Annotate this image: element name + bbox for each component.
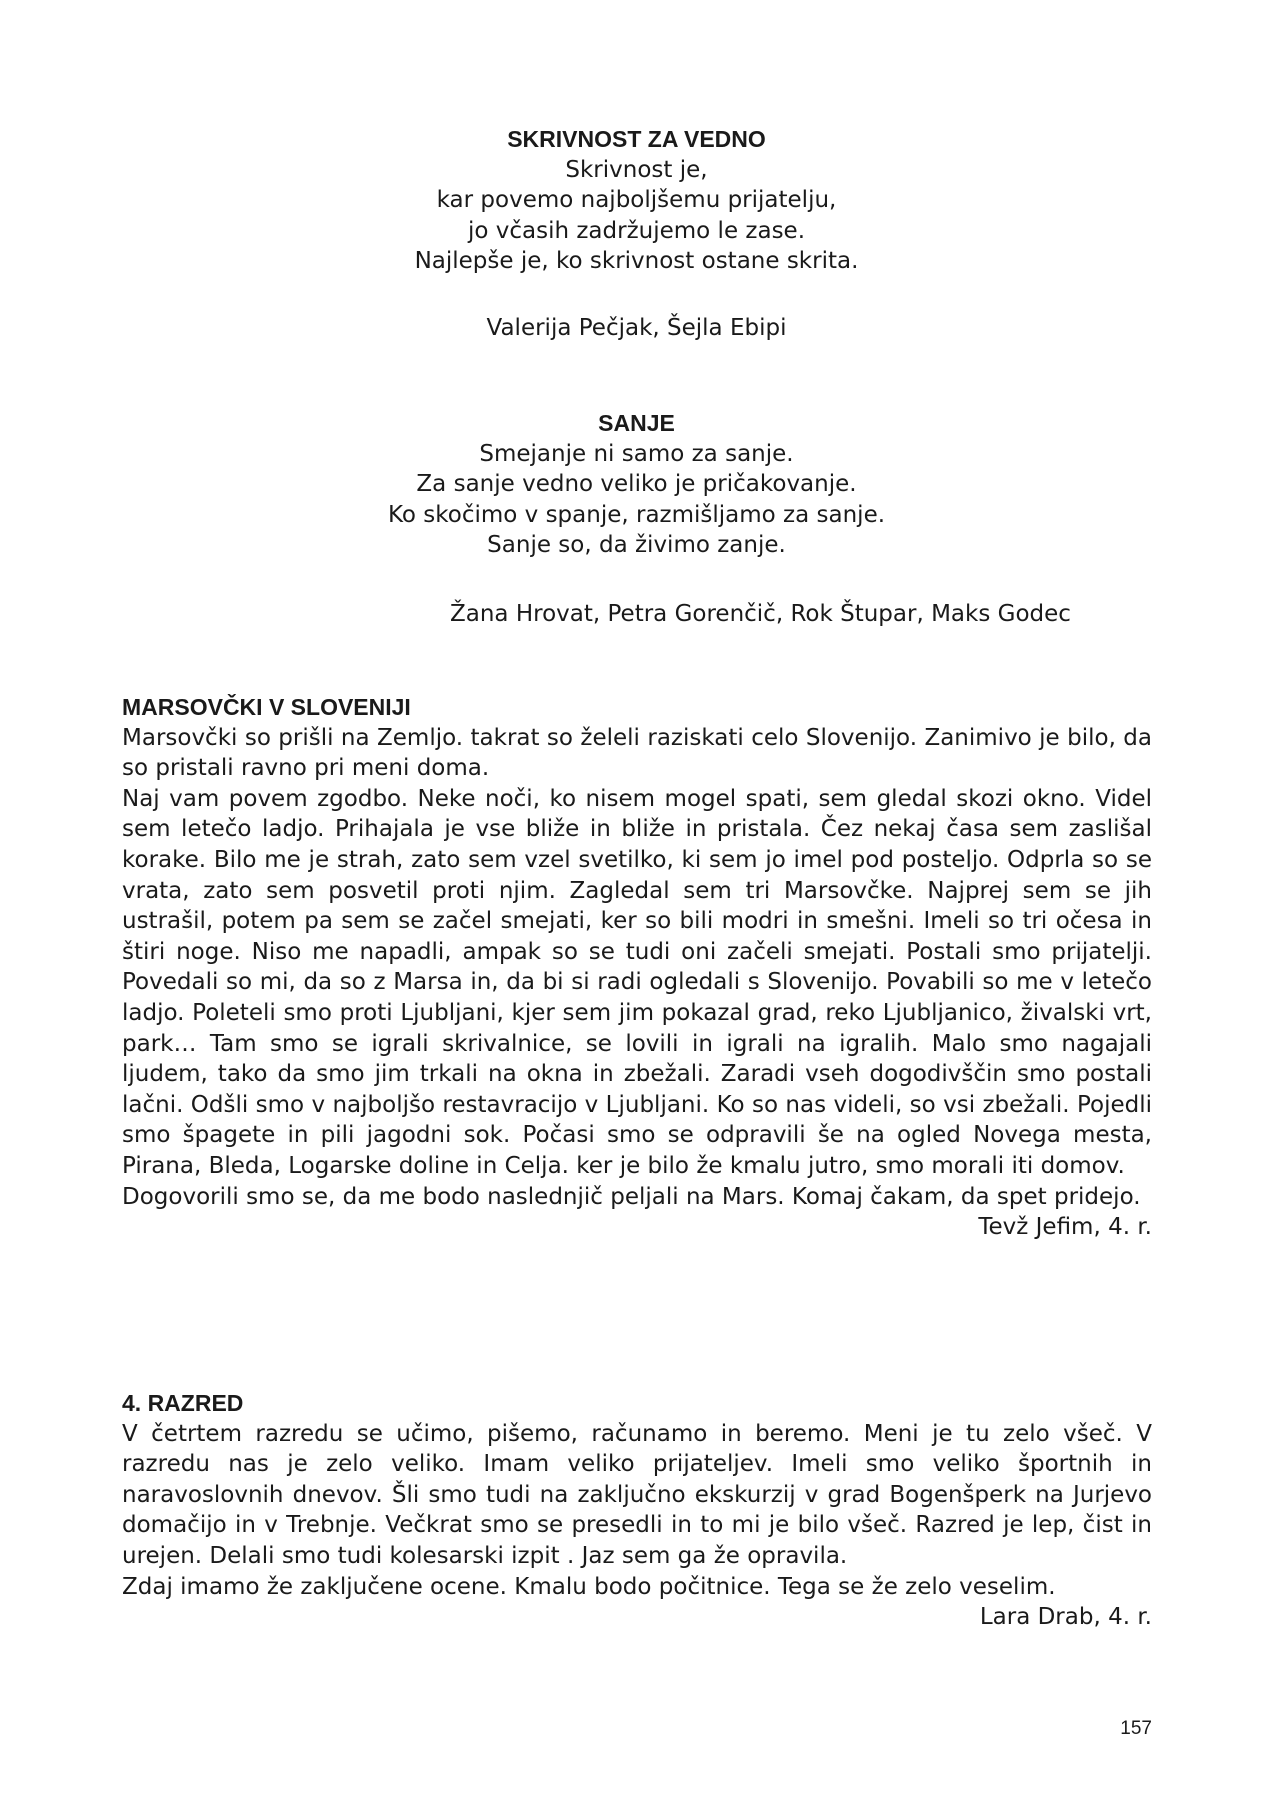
story-signature: Tevž Jefim, 4. r.	[978, 1214, 1152, 1241]
poem-title: SKRIVNOST ZA VEDNO	[507, 126, 766, 152]
poem-authors: Valerija Pečjak, Šejla Ebipi	[486, 315, 787, 341]
story-4-razred	[122, 1388, 1152, 1633]
story-marsovcki	[122, 692, 1152, 1243]
poem-line: Za sanje vedno veliko je pričakovanje.	[416, 471, 857, 497]
poem-title: SANJE	[598, 410, 675, 436]
story-title: MARSOVČKI V SLOVENIJI	[122, 694, 411, 720]
story-paragraph: Marsovčki so prišli na Zemljo. takrat so želeli raziskati celo Slovenijo. Zanimivo je bilo, da so pristali ravno pri meni doma.	[122, 724, 1152, 782]
story-paragraph: Naj vam povem zgodbo. Neke noči, ko nisem mogel spati, sem gledal skozi okno. Videl sem letečo ladjo. Prihajala je vse bliže in bliže in pristala. Čez nekaj časa sem zaslišal korake. Bilo me je strah, zato sem vzel svetilko, ki sem jo imel pod posteljo. Odprla so se vrata, zato sem posvetil proti njim. Zagledal sem tri Marsovčke. Najprej sem se jih ustrašil, potem pa sem se začel smejati, ker so bili modri in smešni. Imeli so tri očesa in štiri noge. Niso me napadli, ampak so se tudi oni začeli smejati. Postali smo prijatelji. Povedali so mi, da so z Marsa in, da bi si radi ogledali s Slovenijo. Povabili so me v letečo ladjo. Poleteli smo proti Ljubljani, kjer sem jim pokazal grad, reko Ljubljanico, živalski vrt, park… Tam smo se igrali skrivalnice, se lovili in igrali na igralih. Malo smo nagajali ljudem, tako da smo jim trkali na okna in zbežali. Zaradi vseh dogodivščin smo postali lačni. Odšli smo v najboljšo restavracijo v Ljubljani. Ko so nas videli, so vsi zbežali. Pojedli smo špagete in pili jagodni sok. Počasi smo se odpravili še na ogled Novega mesta, Pirana, Bleda, Logarske doline in Celja. ker je bilo že kmalu jutro, smo morali iti domov.	[122, 785, 1152, 1179]
poem-line: Sanje so, da živimo zanje.	[487, 532, 786, 558]
poem-skrivnost-za-vedno	[0, 124, 1273, 277]
poem-line: Smejanje ni samo za sanje.	[479, 440, 794, 467]
poem-line: jo včasih zadržujemo le zase.	[467, 217, 806, 244]
poem-line: kar povemo najboljšemu prijatelju,	[436, 187, 837, 213]
story-paragraph: Dogovorili smo se, da me bodo naslednjič peljali na Mars. Komaj čakam, da spet pridejo.	[122, 1183, 1141, 1210]
poem-line: Ko skočimo v spanje, razmišljamo za sanje.	[387, 501, 886, 528]
poem-line: Skrivnost je,	[565, 156, 708, 183]
poem-sanje	[0, 408, 1273, 561]
poem-line: Najlepše je, ko skrivnost ostane skrita.	[414, 248, 859, 274]
poem-authors: Žana Hrovat, Petra Gorenčič, Rok Štupar, Maks Godec	[450, 601, 1071, 627]
story-paragraph: Zdaj imamo že zaključene ocene. Kmalu bodo počitnice. Tega se že zelo veselim.	[122, 1573, 1056, 1600]
story-paragraph: V četrtem razredu se učimo, pišemo, računamo in beremo. Meni je tu zelo všeč. V razredu nas je zelo veliko. Imam veliko prijateljev. Imeli smo veliko športnih in naravoslovnih dnevov. Šli smo tudi na zaključno ekskurzij v grad Bogenšperk na Jurjevo domačijo in v Trebnje. Večkrat smo se presedli in to mi je bilo všeč. Razred je lep, čist in urejen. Delali smo tudi kolesarski izpit . Jaz sem ga že opravila.	[122, 1420, 1152, 1569]
page-number: 157	[1120, 1718, 1152, 1739]
story-title: 4. RAZRED	[122, 1390, 244, 1416]
story-signature: Lara Drab, 4. r.	[979, 1604, 1152, 1631]
